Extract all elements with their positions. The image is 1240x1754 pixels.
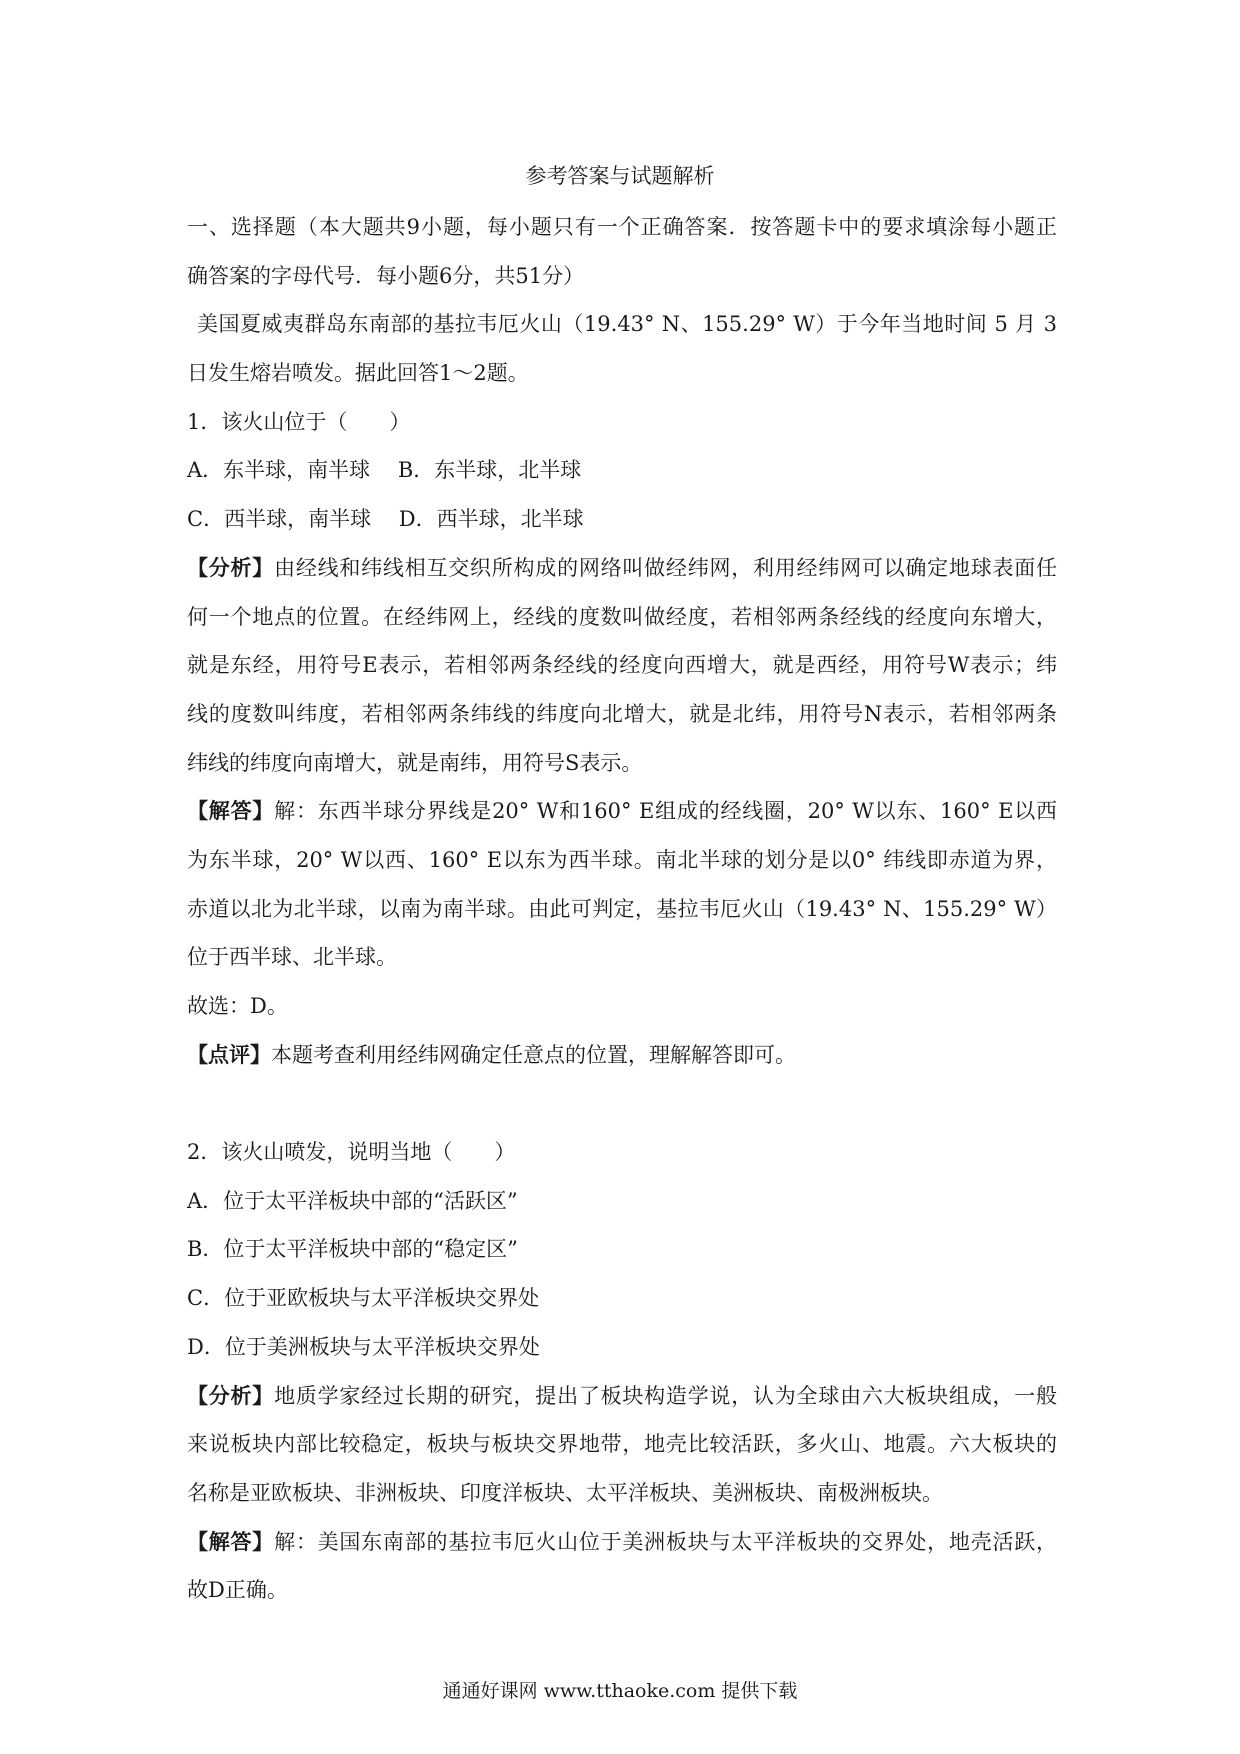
- q1-analysis-line-2: 何一个地点的位置。在经纬网上，经线的度数叫做经度，若相邻两条经线的经度向东增大，: [187, 604, 1057, 629]
- q1-analysis-line-1: [187, 544, 1057, 593]
- q2-answer-text-1: 解：美国东南部的基拉韦厄火山位于美洲板块与太平洋板块的交界处，地壳活跃，: [274, 1529, 1057, 1554]
- answer-tag: 【解答】: [187, 798, 275, 824]
- q1-analysis-line-4: 线的度数叫纬度，若相邻两条纬线的纬度向北增大，就是北纬，用符号N表示，若相邻两条: [187, 701, 1057, 726]
- page-title: 参考答案与试题解析: [525, 164, 715, 188]
- analysis-tag: 【分析】: [187, 554, 275, 580]
- q2-analysis-line-2: 来说板块内部比较稳定，板块与板块交界地带，地壳比较活跃，多火山、地震。六大板块的: [187, 1432, 1057, 1457]
- q1-stem: 1．该火山位于（ ）: [187, 409, 411, 434]
- intro-line-2: 日发生熔岩喷发。据此回答1～2题。: [187, 361, 529, 386]
- section-heading-line-1: 一、选择题（本大题共9小题，每小题只有一个正确答案．按答题卡中的要求填涂每小题正: [187, 215, 1057, 239]
- answer-tag: 【解答】: [187, 1528, 275, 1554]
- document-body: [187, 203, 1057, 1615]
- q1-answer-line-4: 位于西半球、北半球。: [187, 945, 397, 970]
- q1-comment-text: 本题考查利用经纬网确定任意点的位置，理解解答即可。: [271, 1042, 796, 1067]
- spacer: [187, 1079, 1057, 1128]
- q2-analysis-line-1: [187, 1372, 1057, 1421]
- q2-option-a: A．位于太平洋板块中部的“活跃区”: [187, 1188, 518, 1213]
- q1-answer-text-1: 解：东西半球分界线是20° W和160° E组成的经线圈，20° W以东、160° E以西: [274, 799, 1058, 824]
- q2-option-d: D．位于美洲板块与太平洋板块交界处: [187, 1334, 540, 1359]
- q2-option-b: B．位于太平洋板块中部的“稳定区”: [187, 1237, 518, 1262]
- q2-option-c: C．位于亚欧板块与太平洋板块交界处: [187, 1286, 540, 1311]
- q1-options-ab: A．东半球，南半球 B．东半球，北半球: [187, 458, 582, 483]
- q2-answer-line-1: [187, 1518, 1057, 1567]
- q1-analysis-text-1: 由经线和纬线相互交织所构成的网络叫做经纬网，利用经纬网可以确定地球表面任: [274, 555, 1057, 580]
- section-heading-line-2: 确答案的字母代号．每小题6分，共51分）: [187, 263, 585, 288]
- q2-answer-line-2: 故D正确。: [187, 1578, 288, 1603]
- intro-line-1: 美国夏威夷群岛东南部的基拉韦厄火山（19.43° N、155.29° W）于今年当地时间 5 月 3: [197, 312, 1057, 337]
- q1-analysis-line-5: 纬线的纬度向南增大，就是南纬，用符号S表示。: [187, 750, 643, 775]
- q1-analysis-line-3: 就是东经，用符号E表示，若相邻两条经线的经度向西增大，就是西经，用符号W表示；纬: [187, 653, 1057, 678]
- q2-analysis-line-3: 名称是亚欧板块、非洲板块、印度洋板块、太平洋板块、美洲板块、南极洲板块。: [187, 1480, 943, 1505]
- q1-answer-line-2: 为东半球，20° W以西、160° E以东为西半球。南北半球的划分是以0° 纬线即赤道为界，: [187, 847, 1057, 872]
- q1-comment: [187, 1031, 1057, 1080]
- q1-options-cd: C．西半球，南半球 D．西半球，北半球: [187, 507, 584, 532]
- q1-answer-line-3: 赤道以北为北半球，以南为南半球。由此可判定，基拉韦厄火山（19.43° N、155.29° W）: [187, 896, 1057, 921]
- q2-stem: 2．该火山喷发，说明当地（ ）: [187, 1140, 516, 1165]
- q1-choice: 故选：D。: [187, 994, 288, 1018]
- comment-tag: 【点评】: [187, 1041, 271, 1067]
- q1-answer-line-1: [187, 787, 1057, 836]
- page-footer: 通通好课网 www.tthaoke.com 提供下载: [442, 1680, 798, 1702]
- q2-analysis-text-1: 地质学家经过长期的研究，提出了板块构造学说，认为全球由六大板块组成，一般: [274, 1383, 1057, 1408]
- analysis-tag: 【分析】: [187, 1382, 275, 1408]
